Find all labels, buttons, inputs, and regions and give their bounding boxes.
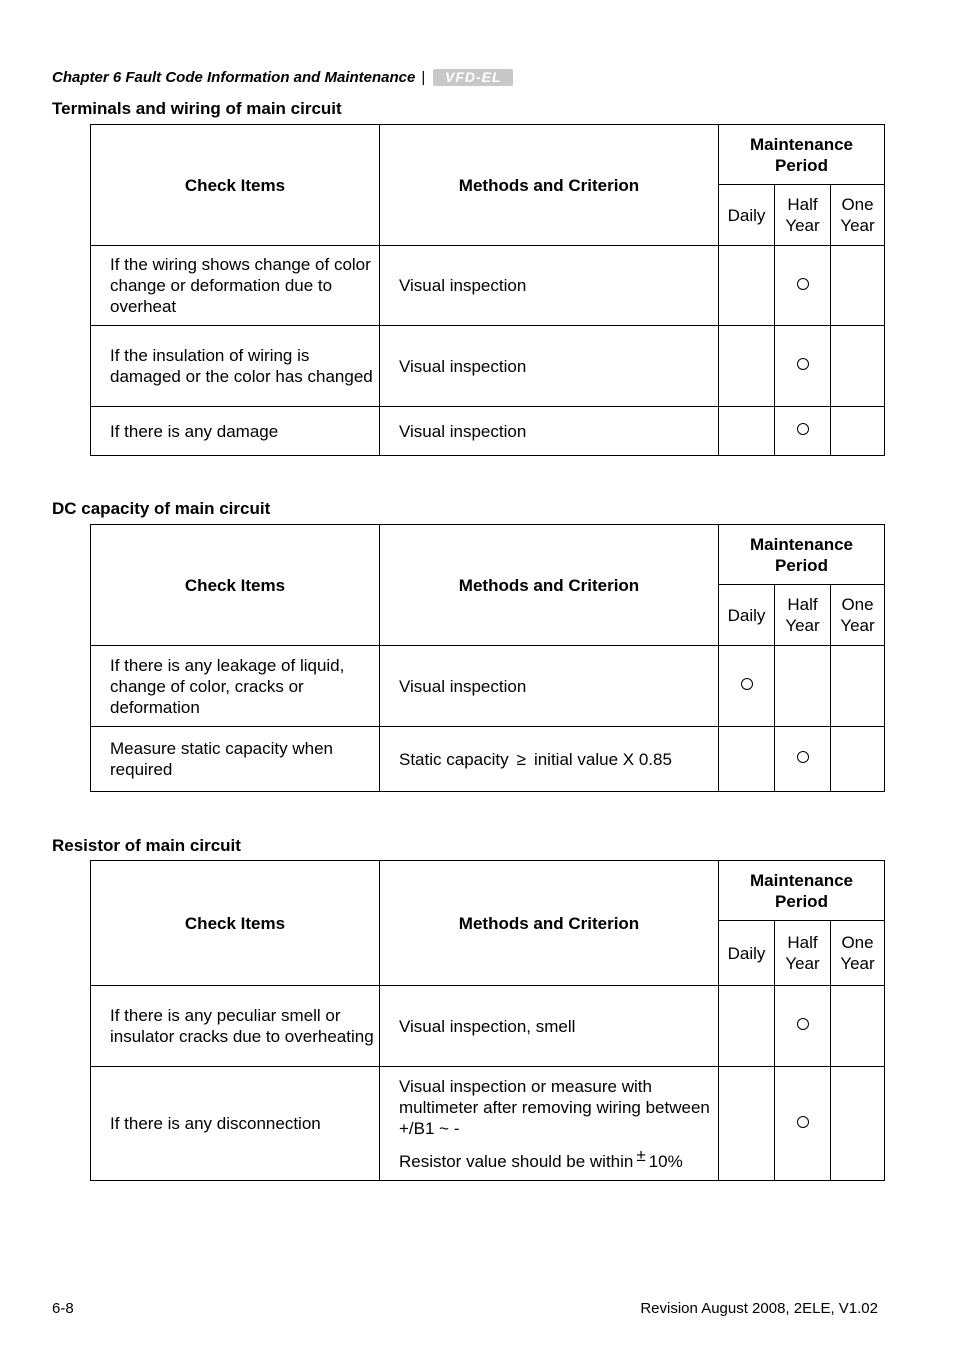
half-year-cell xyxy=(775,246,831,326)
table-row xyxy=(91,727,885,792)
method: Visual inspection xyxy=(380,246,719,326)
daily-cell xyxy=(719,727,775,792)
method-text: Visual inspection or measure with multimeter after removing wiring between +/B1 ~ - xyxy=(399,1076,710,1138)
table-row xyxy=(91,246,885,326)
circle-mark-icon xyxy=(797,751,809,763)
chapter-header xyxy=(52,66,513,88)
header-check-items: Check Items xyxy=(91,525,380,646)
header-check-items: Check Items xyxy=(91,861,380,986)
check-item: If the insulation of wiring is damaged or the color has changed xyxy=(91,326,380,407)
method-text: Static capacity xyxy=(399,749,509,769)
method: Visual inspection xyxy=(380,407,719,456)
half-year-cell xyxy=(775,986,831,1067)
section-title-dc-capacity: DC capacity of main circuit xyxy=(52,499,271,518)
method-text: initial value X 0.85 xyxy=(533,749,672,769)
chapter-title: Chapter 6 Fault Code Information and Maintenance xyxy=(52,68,416,86)
one-year-cell xyxy=(831,246,885,326)
daily-cell xyxy=(719,646,775,727)
half-year-cell xyxy=(775,407,831,456)
circle-mark-icon xyxy=(797,278,809,290)
half-year-cell xyxy=(775,646,831,727)
header-methods: Methods and Criterion xyxy=(380,125,719,246)
header-daily: Daily xyxy=(719,585,775,646)
header-one-year: One Year xyxy=(831,585,885,646)
header-maintenance-period: Maintenance Period xyxy=(719,861,885,921)
check-item: If there is any peculiar smell or insulator cracks due to overheating xyxy=(91,986,380,1067)
table-row xyxy=(91,326,885,407)
table-row xyxy=(91,407,885,456)
check-item: If there is any disconnection xyxy=(91,1067,380,1181)
one-year-cell xyxy=(831,646,885,727)
method: Visual inspection xyxy=(380,646,719,727)
header-check-items: Check Items xyxy=(91,125,380,246)
check-item: If the wiring shows change of color change or deformation due to overheat xyxy=(91,246,380,326)
header-one-year: One Year xyxy=(831,921,885,986)
plus-minus-symbol: ± xyxy=(636,1145,646,1165)
page-number: 6-8 xyxy=(52,1300,74,1317)
header-half-year: Half Year xyxy=(775,585,831,646)
check-item: If there is any leakage of liquid, change of color, cracks or deformation xyxy=(91,646,380,727)
maintenance-table-terminals xyxy=(90,124,885,456)
check-item: Measure static capacity when required xyxy=(91,727,380,792)
revision-info: Revision August 2008, 2ELE, V1.02 xyxy=(640,1300,878,1317)
check-item: If there is any damage xyxy=(91,407,380,456)
method-text: 10% xyxy=(648,1151,683,1171)
one-year-cell xyxy=(831,986,885,1067)
header-daily: Daily xyxy=(719,921,775,986)
table-row xyxy=(91,1067,885,1181)
header-maintenance-period: Maintenance Period xyxy=(719,525,885,585)
method xyxy=(380,727,719,792)
header-half-year: Half Year xyxy=(775,921,831,986)
maintenance-table-dc-capacity xyxy=(90,524,885,792)
circle-mark-icon xyxy=(797,358,809,370)
daily-cell xyxy=(719,246,775,326)
daily-cell xyxy=(719,326,775,407)
circle-mark-icon xyxy=(797,423,809,435)
header-methods: Methods and Criterion xyxy=(380,525,719,646)
vfd-el-logo: VFD-EL xyxy=(433,69,513,86)
half-year-cell xyxy=(775,326,831,407)
header-half-year: Half Year xyxy=(775,185,831,246)
one-year-cell xyxy=(831,1067,885,1181)
circle-mark-icon xyxy=(741,678,753,690)
daily-cell xyxy=(719,407,775,456)
one-year-cell xyxy=(831,407,885,456)
header-one-year: One Year xyxy=(831,185,885,246)
greater-equal-symbol: ≥ xyxy=(516,749,526,769)
circle-mark-icon xyxy=(797,1018,809,1030)
circle-mark-icon xyxy=(797,1116,809,1128)
daily-cell xyxy=(719,1067,775,1181)
one-year-cell xyxy=(831,326,885,407)
section-title-terminals: Terminals and wiring of main circuit xyxy=(52,99,342,118)
header-maintenance-period: Maintenance Period xyxy=(719,125,885,185)
section-title-resistor: Resistor of main circuit xyxy=(52,836,241,855)
one-year-cell xyxy=(831,727,885,792)
method-text: Resistor value should be within xyxy=(399,1151,634,1171)
method xyxy=(380,1067,719,1181)
method: Visual inspection xyxy=(380,326,719,407)
half-year-cell xyxy=(775,1067,831,1181)
header-separator: | xyxy=(421,68,426,86)
method: Visual inspection, smell xyxy=(380,986,719,1067)
table-row xyxy=(91,986,885,1067)
half-year-cell xyxy=(775,727,831,792)
header-daily: Daily xyxy=(719,185,775,246)
header-methods: Methods and Criterion xyxy=(380,861,719,986)
daily-cell xyxy=(719,986,775,1067)
maintenance-table-resistor xyxy=(90,860,885,1181)
table-row xyxy=(91,646,885,727)
